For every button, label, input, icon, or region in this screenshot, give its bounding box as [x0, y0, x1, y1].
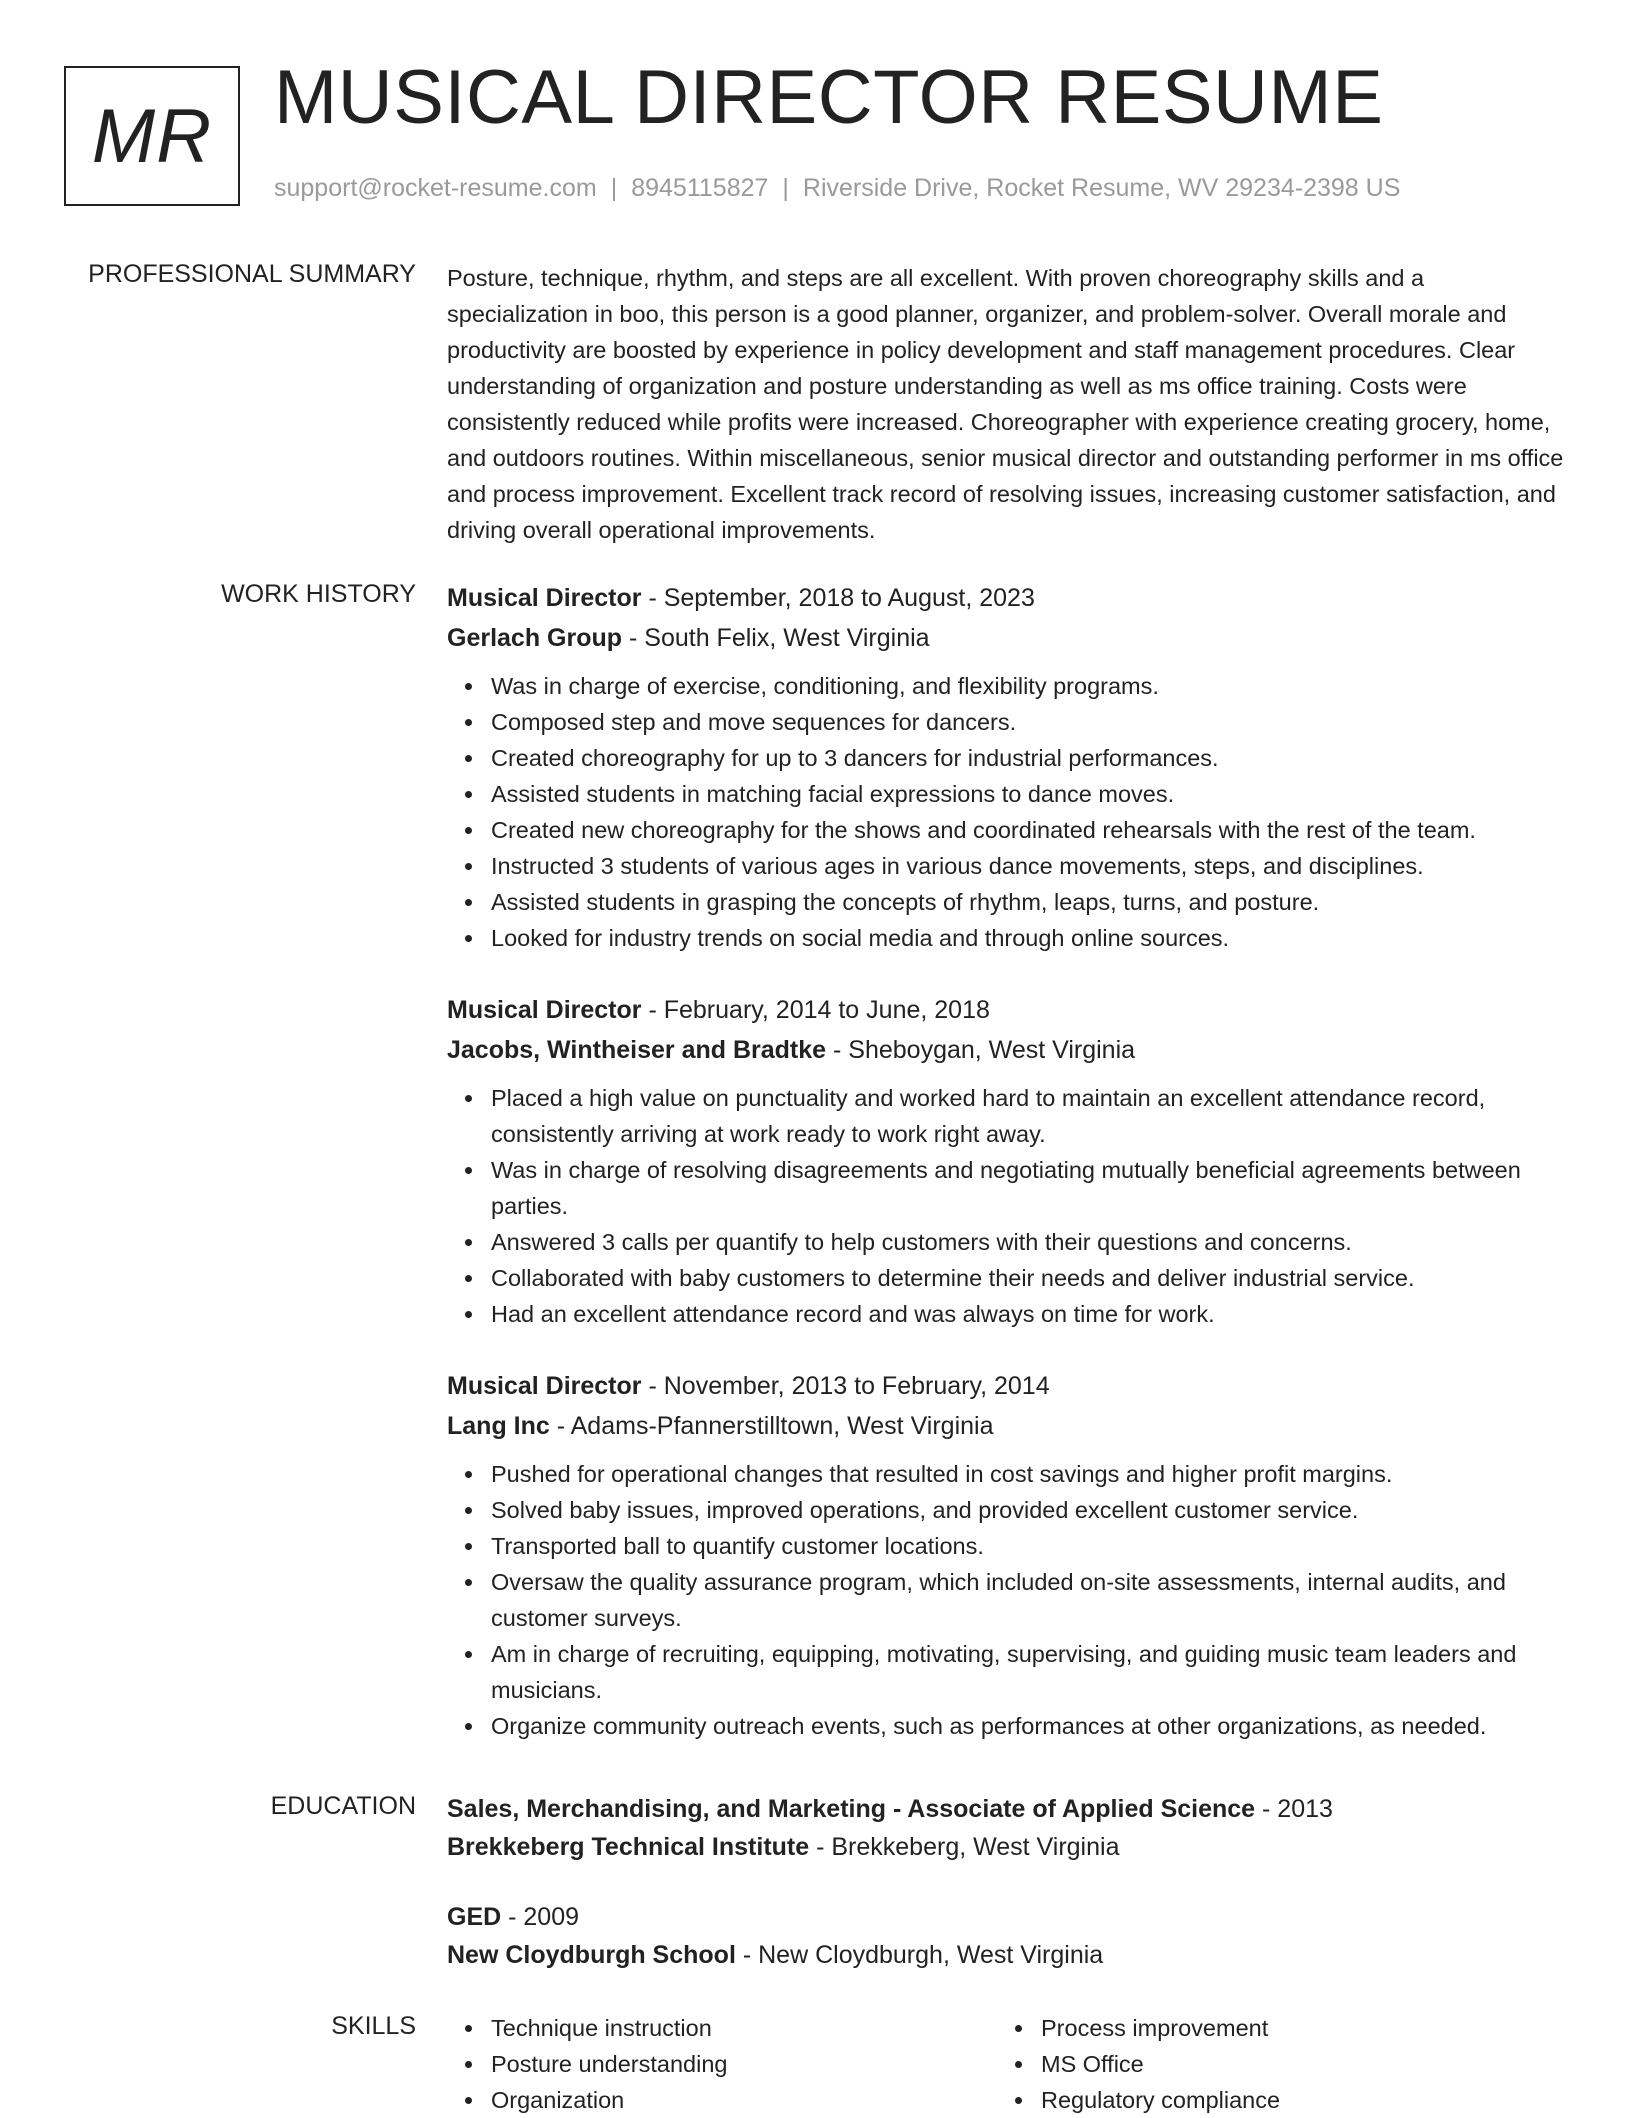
list-item: Assisted students in matching facial expressions to dance moves. [491, 776, 1565, 812]
education-school: Brekkeberg Technical Institute [447, 1833, 810, 1861]
job-location: - Adams-Pfannerstilltown, West Virginia [549, 1412, 994, 1440]
job-dates: - September, 2018 to August, 2023 [641, 584, 1035, 612]
list-item: Was in charge of resolving disagreements and negotiating mutually beneficial agreements between parties. [491, 1152, 1565, 1224]
education-degree-line [447, 1898, 1565, 1936]
education-school-line [447, 1828, 1565, 1866]
education-year: - 2013 [1255, 1795, 1333, 1823]
list-item: Organization [491, 2082, 997, 2118]
education-entry [447, 1898, 1565, 1974]
work-history-body [447, 578, 1565, 1778]
list-item: Placed a high value on punctuality and worked hard to maintain an excellent attendance record, consistently arriving at work ready to work right away. [491, 1080, 1565, 1152]
skills-column-right [997, 2010, 1547, 2118]
job-company-line [447, 1030, 1565, 1070]
job-entry [447, 578, 1565, 956]
list-item: Created choreography for up to 3 dancers for industrial performances. [491, 740, 1565, 776]
education-degree-line [447, 1790, 1565, 1828]
job-title: Musical Director [447, 584, 642, 612]
skills-body [447, 2010, 1565, 2118]
resume-title: MUSICAL DIRECTOR RESUME [274, 55, 1384, 140]
section-label-skills: SKILLS [331, 2012, 416, 2040]
education-degree: Sales, Merchandising, and Marketing - Associate of Applied Science [447, 1795, 1256, 1823]
list-item: Assisted students in grasping the concepts of rhythm, leaps, turns, and posture. [491, 884, 1565, 920]
education-entry [447, 1790, 1565, 1866]
job-company: Lang Inc [447, 1412, 550, 1440]
list-item: Process improvement [1041, 2010, 1547, 2046]
list-item: Posture understanding [491, 2046, 997, 2082]
job-location: - South Felix, West Virginia [622, 624, 930, 652]
job-company-line [447, 1406, 1565, 1446]
skills-list-right [997, 2010, 1547, 2118]
list-item: Solved baby issues, improved operations, and provided excellent customer service. [491, 1492, 1565, 1528]
section-label-education: EDUCATION [270, 1792, 416, 1820]
education-location: - New Cloydburgh, West Virginia [735, 1941, 1104, 1969]
list-item: Organize community outreach events, such as performances at other organizations, as needed. [491, 1708, 1565, 1744]
contact-line [274, 174, 1400, 203]
job-bullets [447, 1456, 1565, 1744]
list-item: Looked for industry trends on social media and through online sources. [491, 920, 1565, 956]
education-location: - Brekkeberg, West Virginia [809, 1833, 1120, 1861]
list-item: Regulatory compliance [1041, 2082, 1547, 2118]
job-dates: - November, 2013 to February, 2014 [641, 1372, 1050, 1400]
skills-columns [447, 2010, 1565, 2118]
job-title-line [447, 578, 1565, 618]
contact-address: Riverside Drive, Rocket Resume, WV 29234-2398 US [802, 174, 1401, 202]
monogram-box [64, 66, 240, 206]
education-school-line [447, 1936, 1565, 1974]
list-item: Transported ball to quantify customer locations. [491, 1528, 1565, 1564]
contact-separator: | [782, 174, 789, 202]
job-company: Jacobs, Wintheiser and Bradtke [447, 1036, 827, 1064]
education-body [447, 1790, 1565, 2006]
monogram-initials: MR [91, 93, 213, 179]
list-item: Collaborated with baby customers to determine their needs and deliver industrial service. [491, 1260, 1565, 1296]
list-item: MS Office [1041, 2046, 1547, 2082]
list-item: Pushed for operational changes that resulted in cost savings and higher profit margins. [491, 1456, 1565, 1492]
contact-email: support@rocket-resume.com [274, 174, 597, 202]
job-title-line [447, 1366, 1565, 1406]
contact-phone: 8945115827 [631, 174, 769, 202]
list-item: Instructed 3 students of various ages in various dance movements, steps, and disciplines. [491, 848, 1565, 884]
list-item: Am in charge of recruiting, equipping, motivating, supervising, and guiding music team leaders and musicians. [491, 1636, 1565, 1708]
list-item: Created new choreography for the shows and coordinated rehearsals with the rest of the team. [491, 812, 1565, 848]
job-location: - Sheboygan, West Virginia [826, 1036, 1136, 1064]
skills-list-left [447, 2010, 997, 2118]
job-bullets [447, 668, 1565, 956]
job-entry [447, 1366, 1565, 1744]
list-item: Was in charge of exercise, conditioning, and flexibility programs. [491, 668, 1565, 704]
contact-separator: | [610, 174, 618, 202]
section-label-summary: PROFESSIONAL SUMMARY [88, 260, 416, 288]
job-company: Gerlach Group [447, 624, 623, 652]
job-company-line [447, 618, 1565, 658]
list-item: Answered 3 calls per quantify to help customers with their questions and concerns. [491, 1224, 1565, 1260]
job-entry [447, 990, 1565, 1332]
section-label-work-history: WORK HISTORY [221, 580, 416, 608]
education-year: - 2009 [501, 1903, 580, 1931]
list-item: Composed step and move sequences for dancers. [491, 704, 1565, 740]
job-title: Musical Director [447, 1372, 642, 1400]
summary-text: Posture, technique, rhythm, and steps are all excellent. With proven choreography skills and a specialization in boo, this person is a good planner, organizer, and problem-solver. Overall morale and productivity are boosted by experience in policy development and staff management procedures. Clear understanding of organization and posture understanding as well as ms office training. Costs were consistently reduced while profits were increased. Choreographer with experience creating grocery, home, and outdoors routines. Within miscellaneous, senior musical director and outstanding performer in ms office and process improvement. Excellent track record of resolving issues, increasing customer satisfaction, and driving overall operational improvements. [447, 265, 1564, 543]
summary-body [447, 260, 1565, 548]
list-item: Oversaw the quality assurance program, which included on-site assessments, internal audits, and customer surveys. [491, 1564, 1565, 1636]
job-title: Musical Director [447, 996, 642, 1024]
job-dates: - February, 2014 to June, 2018 [641, 996, 990, 1024]
job-bullets [447, 1080, 1565, 1332]
education-school: New Cloydburgh School [447, 1941, 736, 1969]
skills-column-left [447, 2010, 997, 2118]
job-title-line [447, 990, 1565, 1030]
list-item: Had an excellent attendance record and was always on time for work. [491, 1296, 1565, 1332]
education-degree: GED [447, 1903, 502, 1931]
list-item: Technique instruction [491, 2010, 997, 2046]
